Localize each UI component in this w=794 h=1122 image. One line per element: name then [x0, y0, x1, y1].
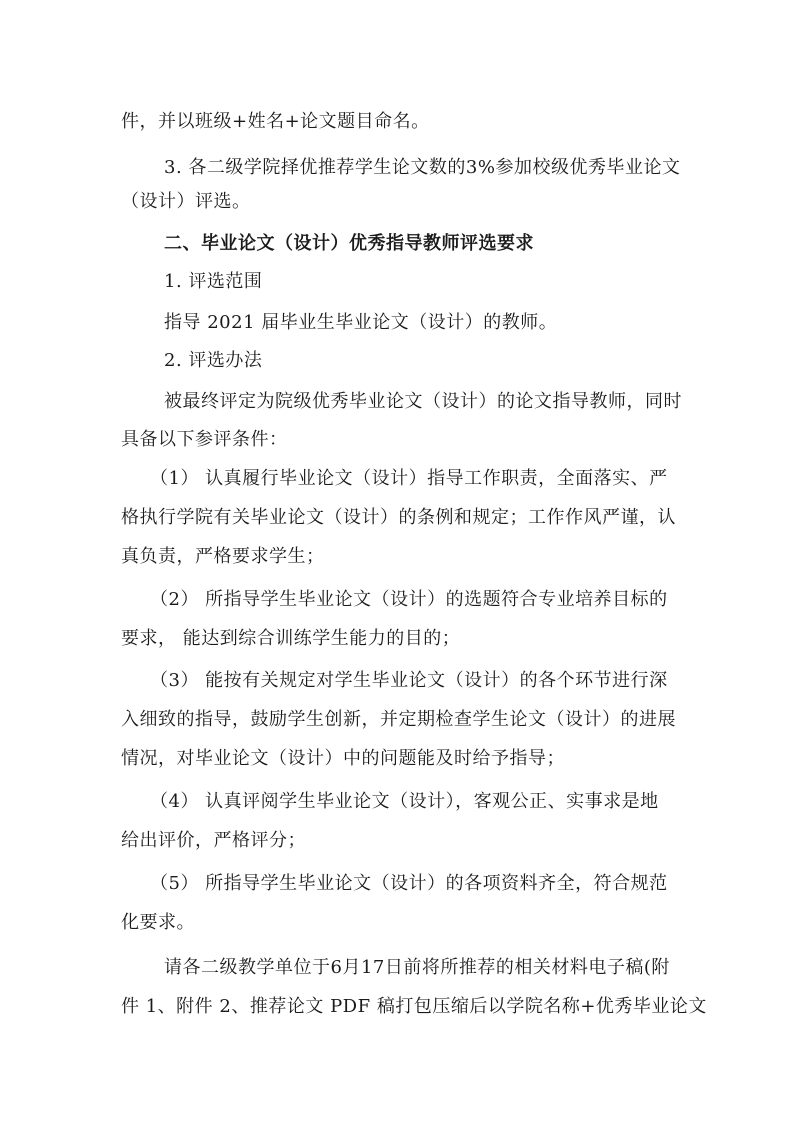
subsection-heading: 1. 评选范围 — [164, 271, 263, 292]
section-heading: 二、毕业论文（设计）优秀指导教师评选要求 — [164, 233, 534, 254]
text-line: 被最终评定为院级优秀毕业论文（设计）的论文指导教师，同时 — [164, 391, 682, 412]
text-line: 化要求。 — [121, 912, 195, 933]
text-line: 件，并以班级+姓名+论文题目命名。 — [121, 111, 430, 132]
text-line: 入细致的指导，鼓励学生创新，并定期检查学生论文（设计）的进展 — [121, 709, 676, 730]
text-line: （设计）评选。 — [121, 191, 251, 212]
text-line: 3. 各二级学院择优推荐学生论文数的3%参加校级优秀毕业论文 — [164, 157, 681, 178]
list-item: （2） 所指导学生毕业论文（设计）的选题符合专业培养目标的 — [150, 589, 668, 610]
text-line: 要求， 能达到综合训练学生能力的目的； — [121, 628, 461, 649]
list-item: （5） 所指导学生毕业论文（设计）的各项资料齐全，符合规范 — [150, 873, 668, 894]
text-line: 给出评价，严格评分； — [121, 830, 306, 851]
list-item: （4） 认真评阅学生毕业论文（设计），客观公正、实事求是地 — [150, 791, 659, 812]
text-line: 请各二级教学单位于6月17日前将所推荐的相关材料电子稿(附 — [164, 957, 670, 978]
text-line: 格执行学院有关毕业论文（设计）的条例和规定；工作作风严谨，认 — [121, 507, 676, 528]
text-line: 真负责，严格要求学生； — [121, 546, 325, 567]
subsection-heading: 2. 评选办法 — [164, 350, 263, 371]
list-item: （1） 认真履行毕业论文（设计）指导工作职责，全面落实、严 — [150, 468, 668, 489]
text-line: 具备以下参评条件： — [121, 429, 288, 450]
text-line: 情况，对毕业论文（设计）中的问题能及时给予指导； — [121, 748, 565, 769]
text-line: 指导 2021 届毕业生毕业论文（设计）的教师。 — [164, 312, 558, 333]
list-item: （3） 能按有关规定对学生毕业论文（设计）的各个环节进行深 — [150, 670, 668, 691]
text-line: 件 1、附件 2、推荐论文 PDF 稿打包压缩后以学院名称+优秀毕业论文 — [121, 996, 707, 1017]
